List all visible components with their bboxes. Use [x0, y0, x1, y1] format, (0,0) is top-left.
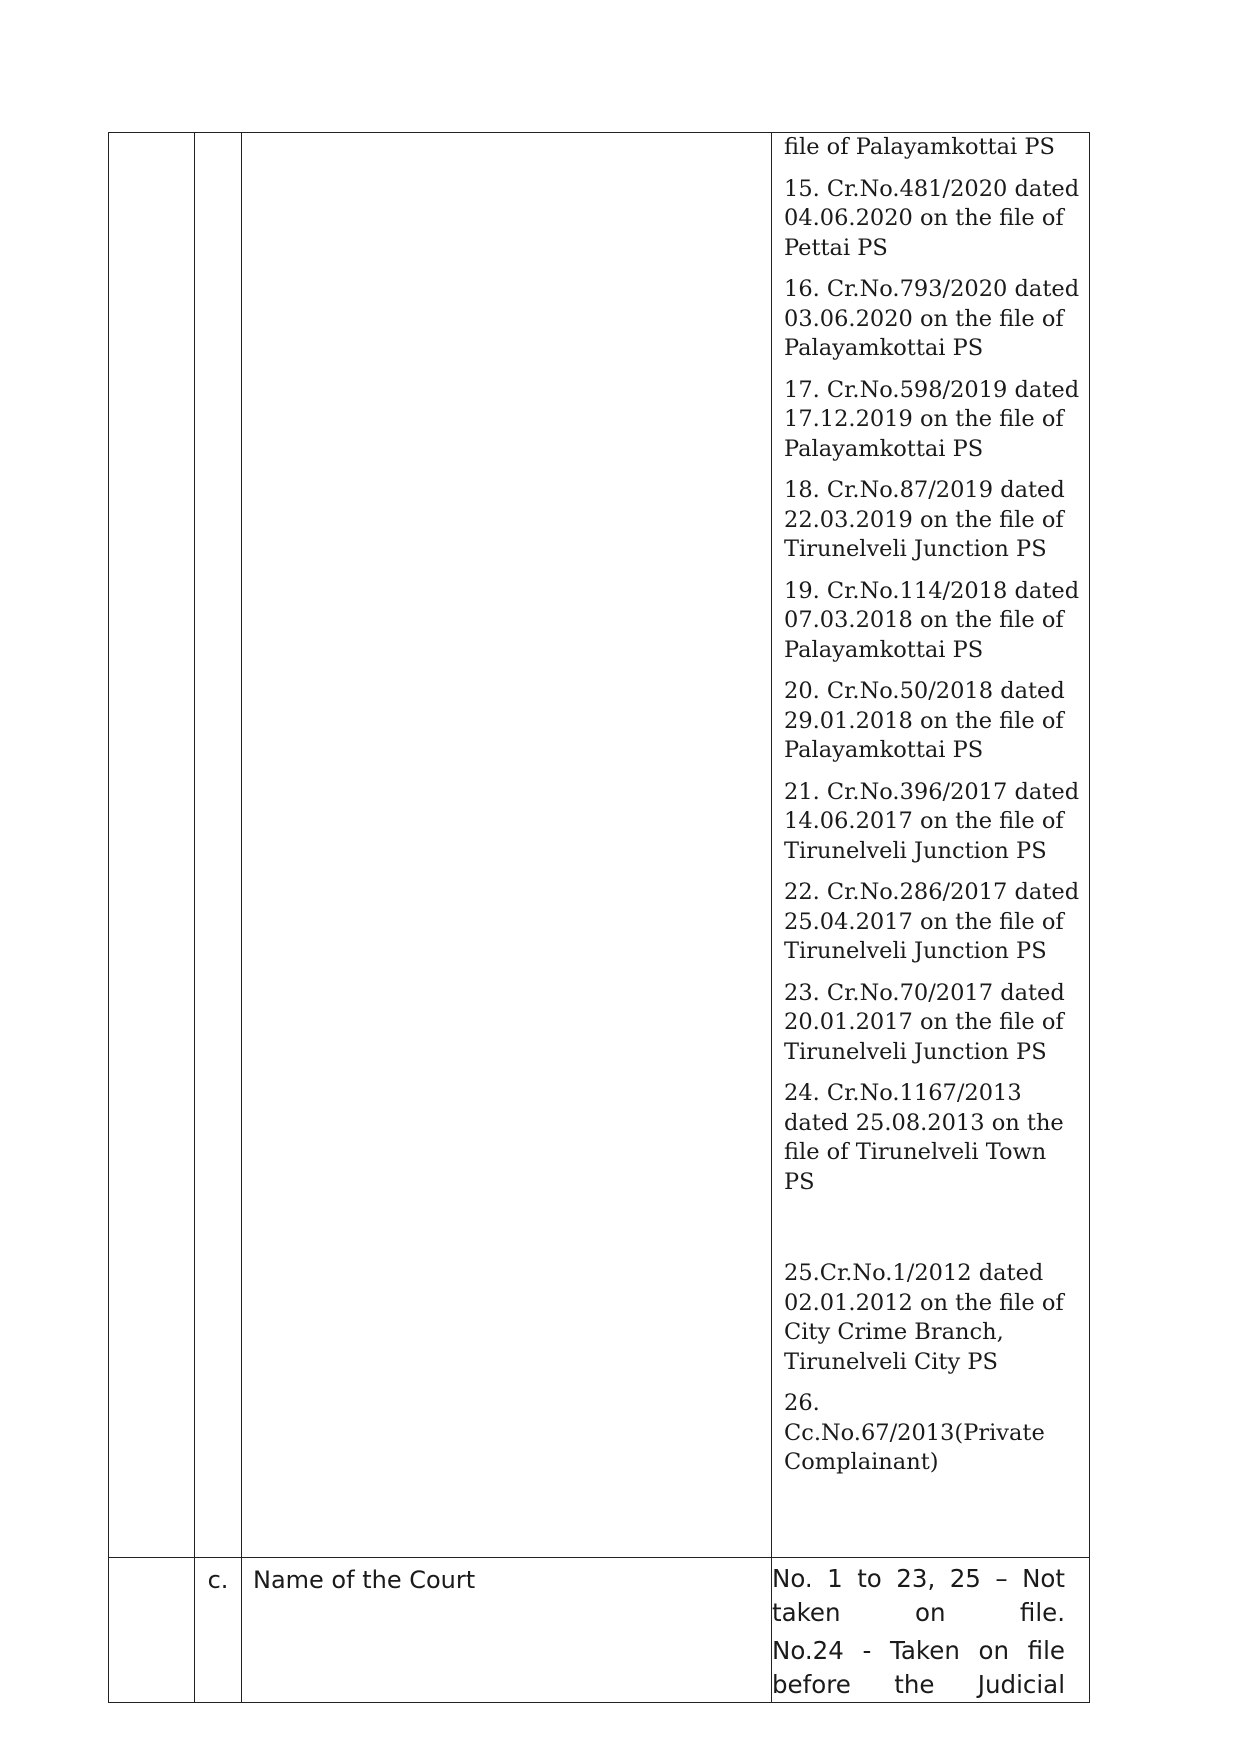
serial-cell	[109, 133, 195, 1558]
case-entry: 20. Cr.No.50/2018 dated 29.01.2018 on the file of Palayamkottai PS	[784, 678, 1065, 763]
case-entry: file of Palayamkottai PS	[784, 134, 1055, 160]
item-cell	[195, 133, 242, 1558]
case-list-cell	[772, 133, 1090, 1558]
case-entry: 19. Cr.No.114/2018 dated 07.03.2018 on the file of Palayamkottai PS	[784, 577, 1080, 663]
court-status-line: No.24 - Taken on file before the Judicial	[772, 1636, 1065, 1699]
case-entry: 16. Cr.No.793/2020 dated 03.06.2020 on the file of Palayamkottai PS	[784, 276, 1080, 361]
court-row	[109, 1558, 1090, 1703]
case-entry: 25.Cr.No.1/2012 dated 02.01.2012 on the file of City Crime Branch, Tirunelveli City PS	[784, 1260, 1064, 1375]
court-status-cell	[772, 1558, 1090, 1703]
case-entry: 24. Cr.No.1167/2013 dated 25.08.2013 on the file of Tirunelveli Town PS	[784, 1080, 1064, 1195]
case-entry: 18. Cr.No.87/2019 dated 22.03.2019 on the file of Tirunelveli Junction PS	[784, 477, 1065, 562]
cases-row	[109, 133, 1090, 1558]
field-cell	[242, 1558, 772, 1703]
case-details-table	[108, 132, 1090, 1703]
item-label: c.	[207, 1566, 229, 1594]
case-entry: 26. Cc.No.67/2013(Private Complainant)	[784, 1390, 1045, 1475]
item-cell	[195, 1558, 242, 1703]
case-entry: 23. Cr.No.70/2017 dated 20.01.2017 on the file of Tirunelveli Junction PS	[784, 979, 1065, 1065]
serial-cell	[109, 1558, 195, 1703]
case-entry: 22. Cr.No.286/2017 dated 25.04.2017 on the file of Tirunelveli Junction PS	[784, 879, 1080, 964]
court-status-line: No. 1 to 23, 25 – Not taken on file.	[772, 1564, 1065, 1627]
case-entry: 17. Cr.No.598/2019 dated 17.12.2019 on the file of Palayamkottai PS	[784, 376, 1080, 462]
case-entry: 21. Cr.No.396/2017 dated 14.06.2017 on the file of Tirunelveli Junction PS	[784, 778, 1080, 864]
field-label: Name of the Court	[253, 1566, 476, 1594]
case-entry: 15. Cr.No.481/2020 dated 04.06.2020 on the file of Pettai PS	[784, 175, 1080, 261]
field-cell	[242, 133, 772, 1558]
